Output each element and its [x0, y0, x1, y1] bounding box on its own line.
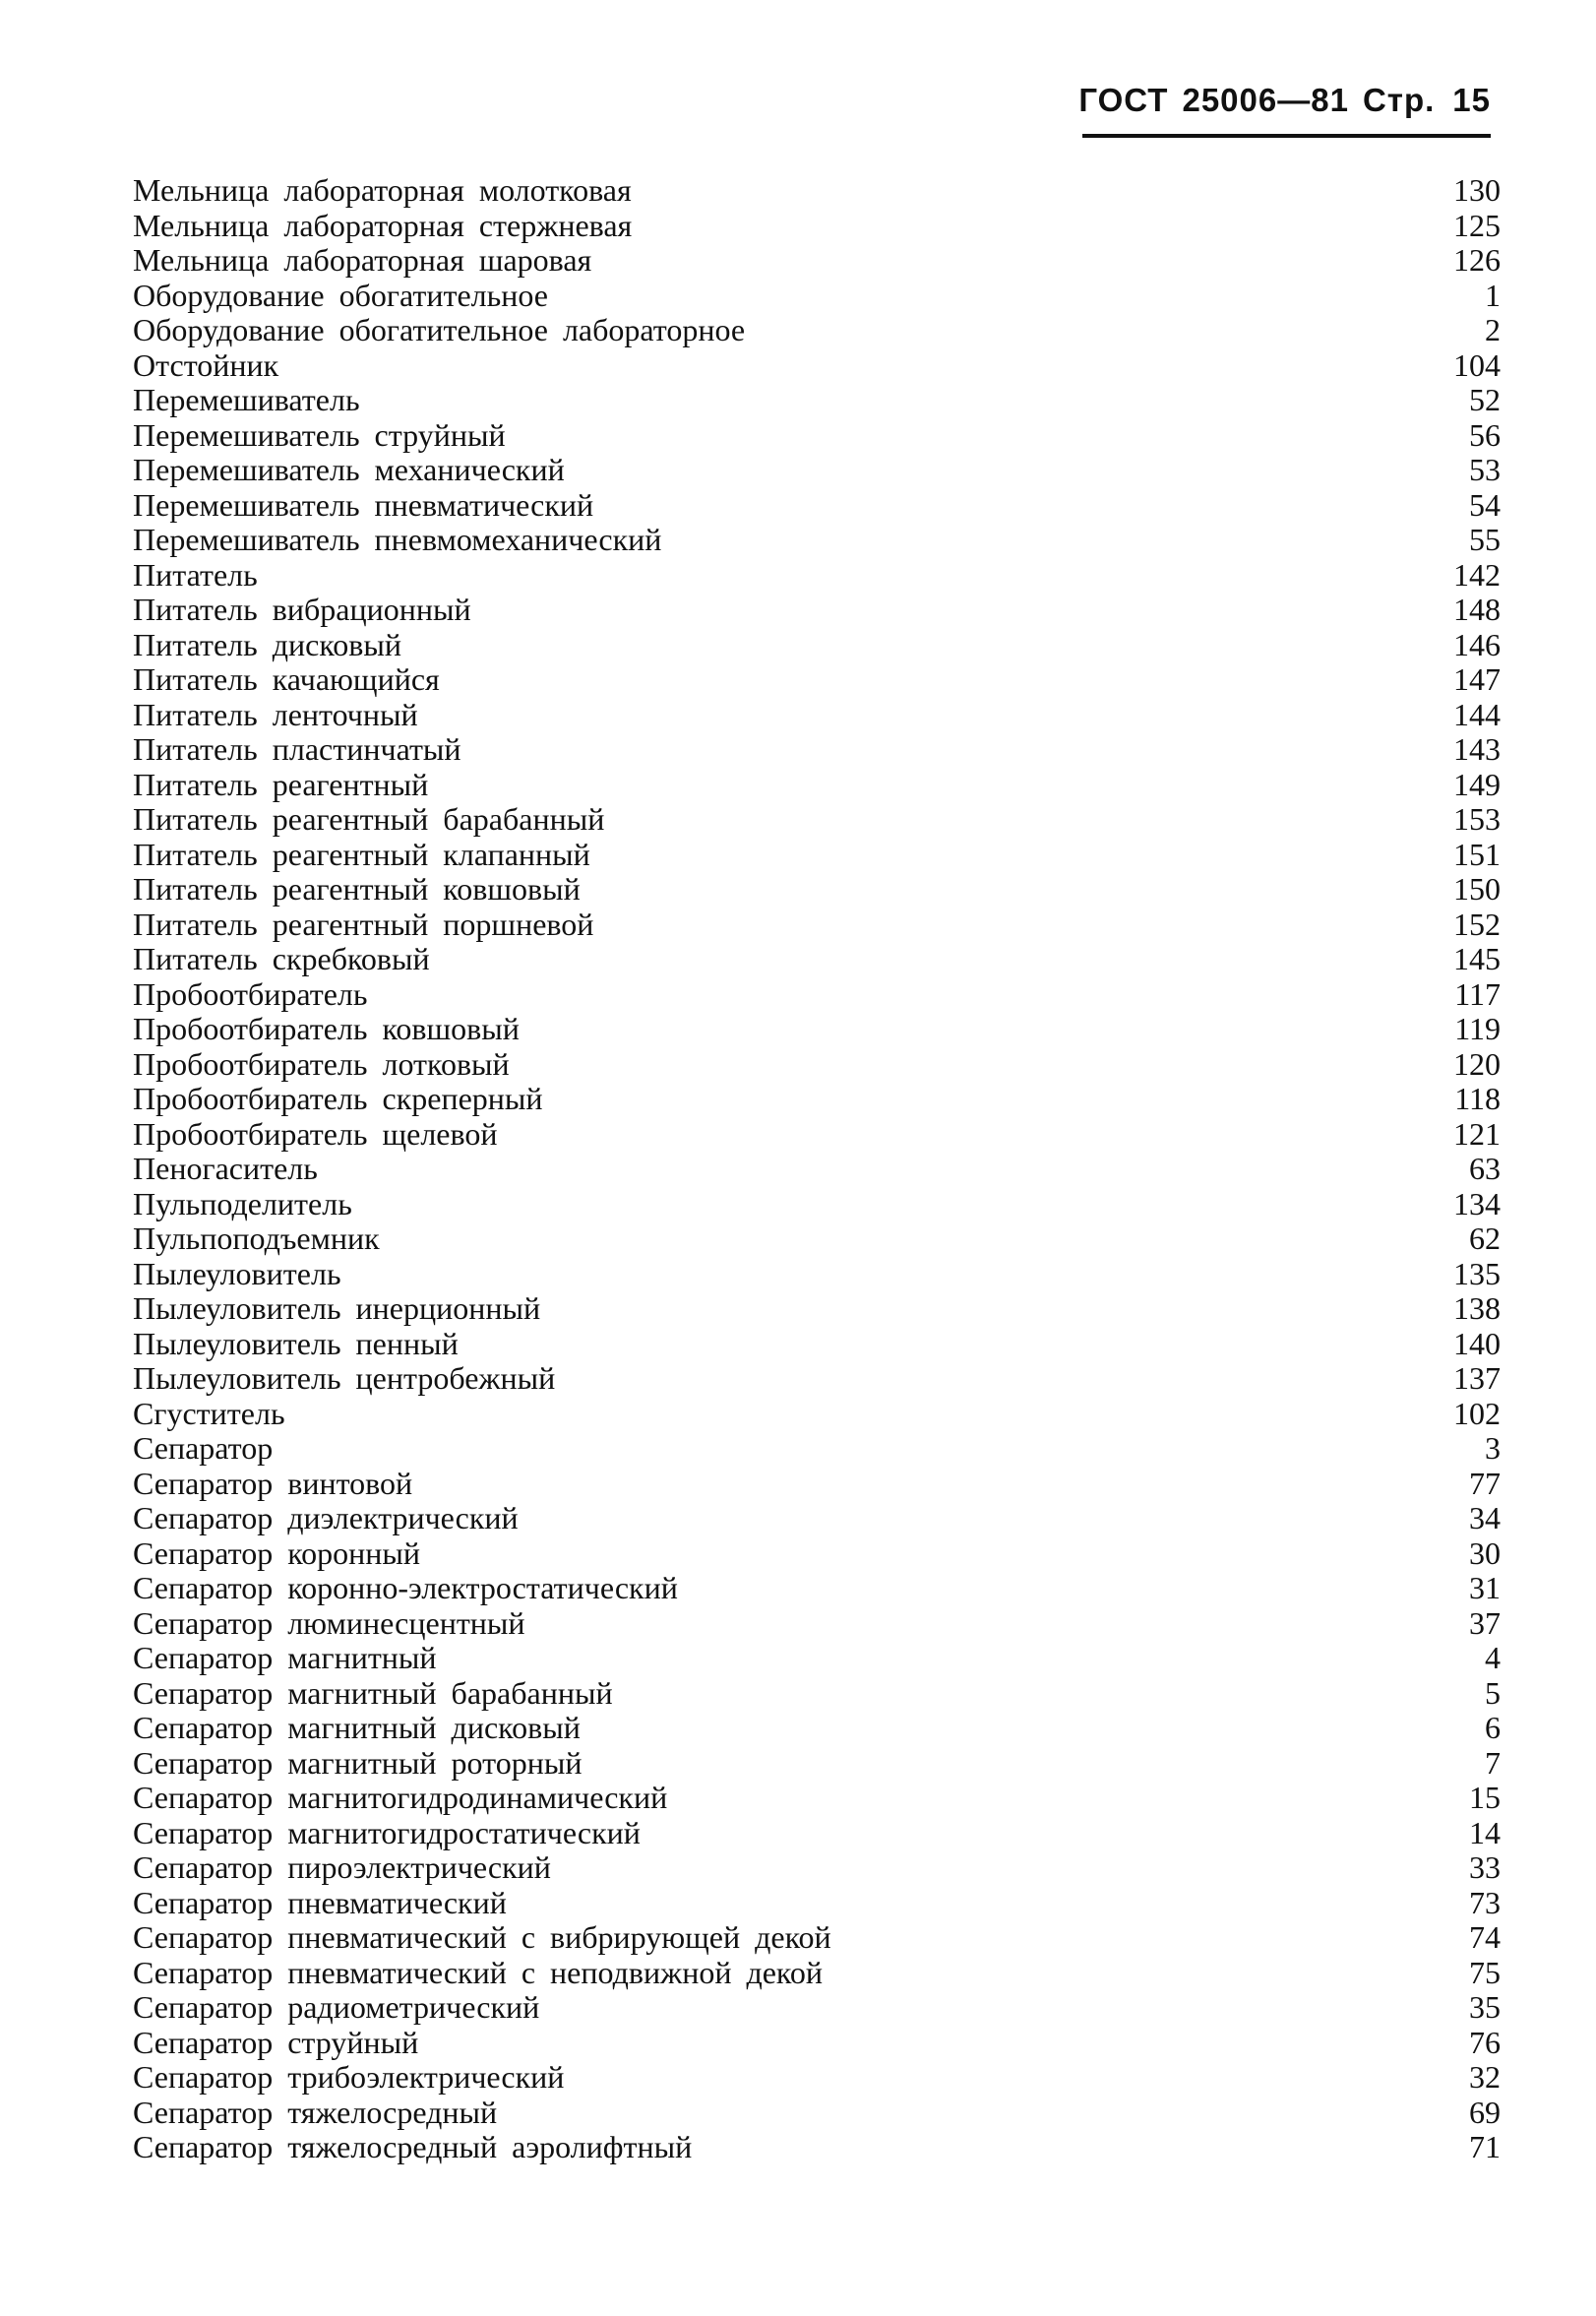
index-entry	[133, 488, 1501, 524]
entry-term: Пылеуловитель пенный	[133, 1325, 459, 1361]
index-entry	[133, 732, 1501, 768]
entry-term: Мельница лабораторная молотковая	[133, 172, 632, 208]
index-entry	[133, 2060, 1501, 2096]
index-entry	[133, 698, 1501, 733]
entry-term: Сепаратор тяжелосредный	[133, 2094, 498, 2130]
index-entry	[133, 2130, 1501, 2165]
index-entry	[133, 908, 1501, 943]
index-entry	[133, 1431, 1501, 1467]
index-entry	[133, 1781, 1501, 1816]
entry-page-number: 31	[1469, 1570, 1501, 1605]
entry-page-number: 146	[1453, 626, 1501, 662]
entry-term: Пылеуловитель	[133, 1255, 341, 1291]
entry-page-number: 75	[1469, 1954, 1501, 1990]
index-entry	[133, 872, 1501, 908]
index-entry	[133, 243, 1501, 279]
entry-page-number: 15	[1469, 1780, 1501, 1815]
term-index-list	[133, 173, 1501, 2165]
entry-term: Сепаратор тяжелосредный аэролифтный	[133, 2129, 693, 2164]
index-entry	[133, 1327, 1501, 1362]
index-entry	[133, 1606, 1501, 1642]
index-entry	[133, 1571, 1501, 1606]
entry-page-number: 143	[1453, 731, 1501, 767]
entry-term: Сепаратор струйный	[133, 2024, 419, 2060]
entry-page-number: 102	[1453, 1395, 1501, 1431]
entry-page-number: 138	[1453, 1290, 1501, 1326]
entry-term: Сепаратор пироэлектрический	[133, 1849, 551, 1885]
page-label: Стр.	[1362, 82, 1436, 118]
entry-page-number: 118	[1454, 1081, 1501, 1116]
index-entry	[133, 2096, 1501, 2131]
entry-page-number: 52	[1469, 382, 1501, 417]
index-entry	[133, 1816, 1501, 1851]
index-entry	[133, 1467, 1501, 1502]
entry-page-number: 14	[1469, 1814, 1501, 1850]
entry-term: Питатель скребковый	[133, 941, 430, 976]
entry-page-number: 145	[1453, 941, 1501, 976]
entry-page-number: 62	[1469, 1221, 1501, 1256]
index-entry	[133, 453, 1501, 488]
entry-term: Питатель реагентный ковшовый	[133, 871, 581, 907]
standard-label: ГОСТ	[1078, 82, 1169, 118]
entry-page-number: 137	[1453, 1360, 1501, 1396]
entry-term: Пробоотбиратель ковшовый	[133, 1011, 520, 1046]
index-entry	[133, 1221, 1501, 1257]
entry-term: Питатель пластинчатый	[133, 731, 461, 767]
entry-term: Перемешиватель пневмомеханический	[133, 522, 662, 557]
entry-term: Питатель дисковый	[133, 626, 401, 662]
index-entry	[133, 383, 1501, 418]
entry-page-number: 150	[1453, 871, 1501, 907]
entry-page-number: 33	[1469, 1849, 1501, 1885]
index-entry	[133, 628, 1501, 663]
entry-page-number: 153	[1453, 801, 1501, 837]
entry-page-number: 120	[1453, 1045, 1501, 1082]
entry-term: Сепаратор диэлектрический	[133, 1500, 519, 1535]
entry-term: Сепаратор коронно-электростатический	[133, 1570, 678, 1605]
entry-page-number: 1	[1485, 277, 1501, 313]
entry-page-number: 5	[1485, 1674, 1501, 1711]
entry-page-number: 73	[1469, 1884, 1501, 1920]
index-entry	[133, 1676, 1501, 1712]
entry-page-number: 77	[1469, 1465, 1501, 1501]
entry-page-number: 56	[1469, 416, 1501, 453]
entry-term: Сепаратор винтовой	[133, 1465, 413, 1501]
index-entry	[133, 838, 1501, 873]
entry-term: Сепаратор коронный	[133, 1534, 420, 1571]
index-entry	[133, 1152, 1501, 1187]
page-number: 15	[1452, 82, 1491, 118]
entry-term: Сепаратор пневматический	[133, 1884, 507, 1920]
entry-page-number: 6	[1485, 1710, 1501, 1745]
entry-term: Питатель реагентный	[133, 766, 429, 802]
index-entry	[133, 662, 1501, 698]
index-entry	[133, 942, 1501, 977]
entry-term: Сепаратор пневматический с неподвижной декой	[133, 1954, 823, 1990]
index-entry	[133, 1291, 1501, 1327]
entry-page-number: 152	[1453, 906, 1501, 942]
index-entry	[133, 1361, 1501, 1397]
entry-term: Питатель	[133, 556, 258, 593]
entry-term: Питатель реагентный барабанный	[133, 801, 605, 837]
index-entry	[133, 1257, 1501, 1292]
entry-term: Перемешиватель струйный	[133, 416, 506, 453]
index-entry	[133, 558, 1501, 594]
index-entry	[133, 1746, 1501, 1782]
entry-term: Пробоотбиратель	[133, 975, 368, 1012]
entry-page-number: 55	[1469, 522, 1501, 557]
entry-page-number: 149	[1453, 766, 1501, 802]
index-entry	[133, 1187, 1501, 1222]
index-entry	[133, 348, 1501, 384]
page-header	[1078, 82, 1491, 119]
entry-page-number: 104	[1453, 346, 1501, 383]
entry-term: Сепаратор магнитогидродинамический	[133, 1780, 668, 1815]
entry-page-number: 69	[1469, 2094, 1501, 2130]
entry-term: Пылеуловитель инерционный	[133, 1290, 541, 1326]
entry-page-number: 37	[1469, 1604, 1501, 1641]
entry-term: Сепаратор пневматический с вибрирующей декой	[133, 1919, 831, 1955]
entry-page-number: 4	[1485, 1640, 1501, 1675]
entry-term: Сепаратор магнитный дисковый	[133, 1710, 581, 1745]
entry-term: Сгуститель	[133, 1395, 285, 1431]
index-entry	[133, 418, 1501, 454]
entry-term: Сепаратор	[133, 1430, 274, 1466]
entry-term: Пробоотбиратель лотковый	[133, 1045, 510, 1082]
index-entry	[133, 1956, 1501, 1991]
entry-page-number: 147	[1453, 661, 1501, 697]
entry-term: Мельница лабораторная шаровая	[133, 242, 592, 278]
entry-page-number: 130	[1453, 172, 1501, 208]
entry-page-number: 63	[1469, 1151, 1501, 1186]
entry-page-number: 54	[1469, 486, 1501, 523]
index-entry	[133, 1117, 1501, 1153]
entry-page-number: 134	[1453, 1185, 1501, 1221]
entry-page-number: 140	[1453, 1325, 1501, 1361]
index-entry	[133, 768, 1501, 803]
entry-page-number: 2	[1485, 312, 1501, 347]
entry-term: Перемешиватель	[133, 382, 360, 417]
index-entry	[133, 1047, 1501, 1083]
index-entry	[133, 1641, 1501, 1676]
index-entry	[133, 1397, 1501, 1432]
entry-term: Оборудование обогатительное лабораторное	[133, 312, 746, 347]
entry-term: Питатель вибрационный	[133, 592, 471, 627]
index-entry	[133, 1850, 1501, 1886]
entry-term: Пробоотбиратель скреперный	[133, 1081, 543, 1116]
entry-page-number: 71	[1469, 2129, 1501, 2164]
entry-term: Отстойник	[133, 346, 279, 383]
index-entry	[133, 1536, 1501, 1572]
entry-page-number: 35	[1469, 1989, 1501, 2025]
index-entry	[133, 173, 1501, 209]
entry-term: Сепаратор люминесцентный	[133, 1604, 525, 1641]
index-entry	[133, 1501, 1501, 1536]
entry-term: Сепаратор трибоэлектрический	[133, 2059, 565, 2095]
entry-term: Сепаратор магнитный барабанный	[133, 1674, 613, 1711]
entry-page-number: 30	[1469, 1534, 1501, 1571]
entry-page-number: 119	[1454, 1011, 1501, 1046]
entry-page-number: 148	[1453, 592, 1501, 627]
index-entry	[133, 279, 1501, 314]
entry-term: Оборудование обогатительное	[133, 277, 548, 313]
entry-page-number: 34	[1469, 1500, 1501, 1535]
index-entry	[133, 1990, 1501, 2026]
index-entry	[133, 209, 1501, 244]
entry-page-number: 125	[1453, 207, 1501, 243]
entry-term: Питатель ленточный	[133, 696, 418, 732]
index-entry	[133, 1082, 1501, 1117]
entry-term: Пульпоподъемник	[133, 1221, 380, 1256]
entry-term: Пеногаситель	[133, 1151, 318, 1186]
entry-page-number: 121	[1453, 1115, 1501, 1152]
standard-number: 25006—81	[1182, 82, 1349, 118]
entry-term: Пробоотбиратель щелевой	[133, 1115, 498, 1152]
entry-page-number: 32	[1469, 2059, 1501, 2095]
entry-term: Сепаратор магнитный	[133, 1640, 437, 1675]
entry-page-number: 74	[1469, 1919, 1501, 1955]
entry-term: Перемешиватель механический	[133, 452, 565, 487]
entry-term: Питатель реагентный поршневой	[133, 906, 594, 942]
index-entry	[133, 1886, 1501, 1921]
entry-term: Питатель качающийся	[133, 661, 440, 697]
entry-page-number: 144	[1453, 696, 1501, 732]
entry-term: Пылеуловитель центробежный	[133, 1360, 556, 1396]
entry-term: Пульподелитель	[133, 1185, 352, 1221]
index-entry	[133, 1711, 1501, 1746]
header-rule	[1082, 134, 1491, 138]
entry-page-number: 76	[1469, 2024, 1501, 2060]
entry-term: Сепаратор магнитогидростатический	[133, 1814, 641, 1850]
entry-term: Мельница лабораторная стержневая	[133, 207, 633, 243]
index-entry	[133, 2026, 1501, 2061]
entry-term: Сепаратор магнитный роторный	[133, 1744, 583, 1781]
index-entry	[133, 977, 1501, 1013]
entry-page-number: 135	[1453, 1255, 1501, 1291]
entry-page-number: 53	[1469, 452, 1501, 487]
index-entry	[133, 802, 1501, 838]
entry-page-number: 151	[1453, 836, 1501, 872]
index-entry	[133, 593, 1501, 628]
entry-term: Перемешиватель пневматический	[133, 486, 594, 523]
entry-page-number: 117	[1454, 975, 1501, 1012]
entry-term: Сепаратор радиометрический	[133, 1989, 540, 2025]
entry-page-number: 142	[1453, 556, 1501, 593]
entry-page-number: 7	[1485, 1744, 1501, 1781]
index-entry	[133, 523, 1501, 558]
index-entry	[133, 313, 1501, 348]
entry-term: Питатель реагентный клапанный	[133, 836, 590, 872]
index-entry	[133, 1012, 1501, 1047]
index-entry	[133, 1920, 1501, 1956]
entry-page-number: 3	[1485, 1430, 1501, 1466]
entry-page-number: 126	[1453, 242, 1501, 278]
